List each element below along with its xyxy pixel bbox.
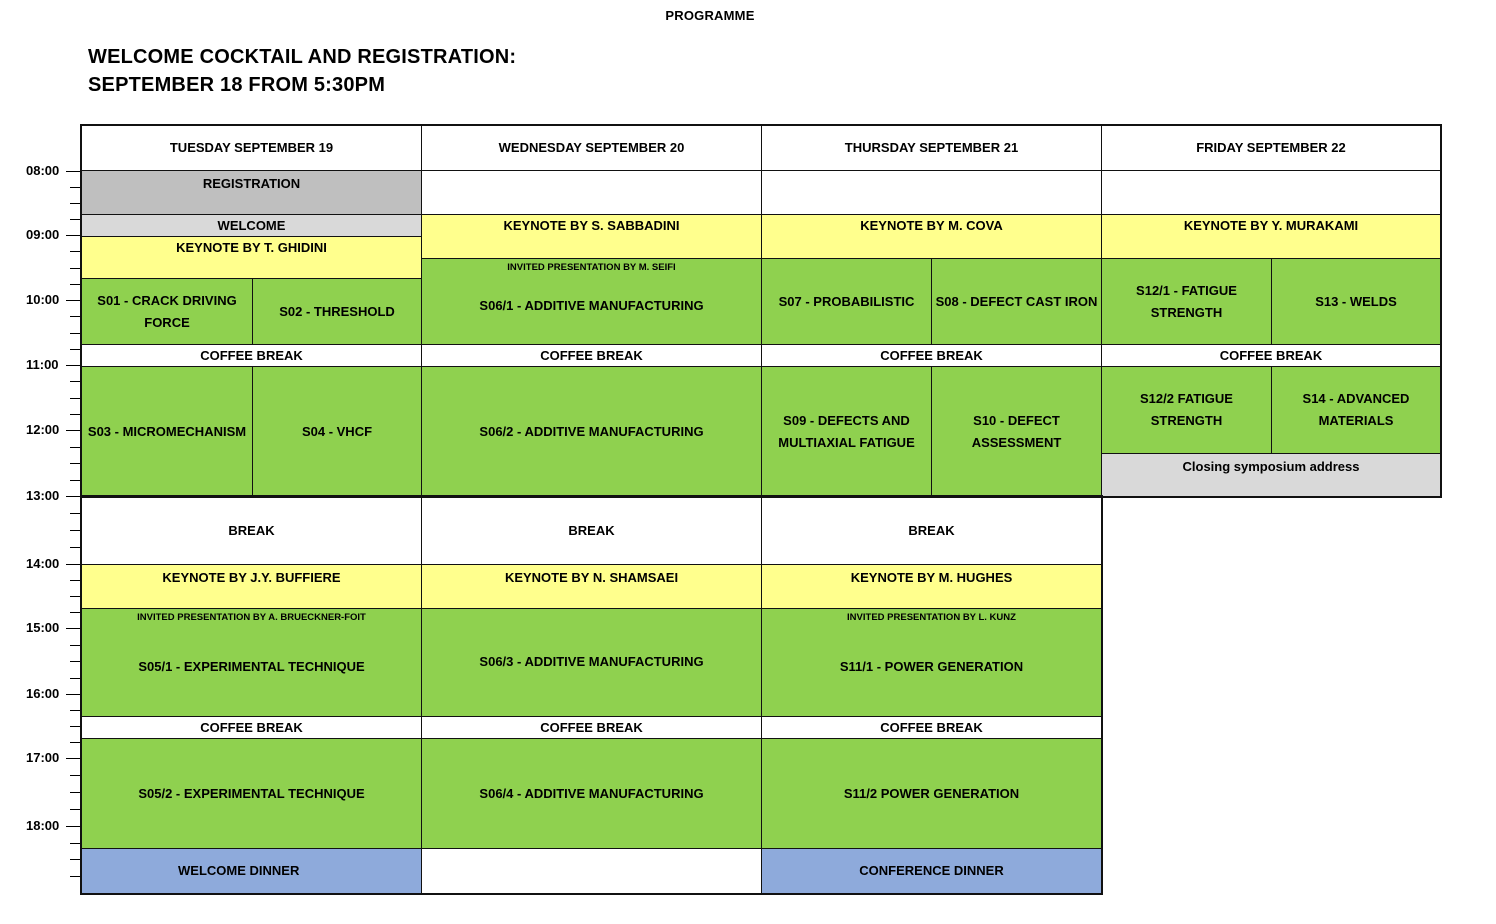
quarter-hour-tick — [70, 333, 80, 334]
quarter-hour-tick — [70, 349, 80, 350]
tuesday-session-s02: S02 - THRESHOLD — [252, 278, 422, 345]
wednesday-evening-empty — [421, 848, 762, 894]
time-label: 14:00 — [26, 556, 60, 571]
quarter-hour-tick — [70, 661, 80, 662]
quarter-hour-tick — [70, 203, 80, 204]
quarter-hour-tick — [70, 398, 80, 399]
quarter-hour-tick — [70, 316, 80, 317]
hour-tick — [66, 496, 80, 497]
wednesday-keynote-sabbadini: KEYNOTE BY S. SABBADINI — [421, 214, 762, 259]
friday-coffee-break-am: COFFEE BREAK — [1101, 344, 1441, 367]
wednesday-empty-slot — [421, 170, 762, 215]
thursday-invited-presentation: INVITED PRESENTATION BY L. KUNZ — [847, 612, 1016, 623]
quarter-hour-tick — [70, 480, 80, 481]
quarter-hour-tick — [70, 775, 80, 776]
quarter-hour-tick — [70, 268, 80, 269]
thursday-session-s09: S09 - DEFECTS AND MULTIAXIAL FATIGUE — [761, 366, 932, 497]
tuesday-session-s05-1-title: S05/1 - EXPERIMENTAL TECHNIQUE — [138, 658, 365, 674]
time-label: 11:00 — [26, 357, 59, 372]
hour-tick — [66, 365, 80, 366]
friday-session-s14: S14 - ADVANCED MATERIALS — [1271, 366, 1441, 454]
tuesday-keynote-buffiere: KEYNOTE BY J.Y. BUFFIERE — [81, 564, 422, 609]
hour-tick — [66, 430, 80, 431]
hour-tick — [66, 826, 80, 827]
quarter-hour-tick — [70, 580, 80, 581]
wednesday-invited-presentation: INVITED PRESENTATION BY M. SEIFI — [507, 262, 676, 273]
time-label: 08:00 — [26, 163, 60, 178]
quarter-hour-tick — [70, 381, 80, 382]
thursday-session-s11-2: S11/2 POWER GENERATION — [761, 738, 1102, 849]
thursday-coffee-break-am: COFFEE BREAK — [761, 344, 1102, 367]
time-label: 17:00 — [26, 750, 60, 765]
programme-title: PROGRAMME — [665, 8, 755, 23]
thursday-session-s07: S07 - PROBABILISTIC — [761, 258, 932, 345]
quarter-hour-tick — [70, 596, 80, 597]
quarter-hour-tick — [70, 843, 80, 844]
tuesday-coffee-break-pm: COFFEE BREAK — [81, 716, 422, 739]
hour-tick — [66, 758, 80, 759]
friday-keynote-murakami: KEYNOTE BY Y. MURAKAMI — [1101, 214, 1441, 259]
quarter-hour-tick — [70, 219, 80, 220]
tuesday-invited-presentation: INVITED PRESENTATION BY A. BRUECKNER-FOIT — [137, 612, 366, 623]
welcome-cocktail-date: SEPTEMBER 18 FROM 5:30PM — [88, 74, 386, 96]
thursday-session-s08: S08 - DEFECT CAST IRON — [931, 258, 1102, 345]
thursday-keynote-cova: KEYNOTE BY M. COVA — [761, 214, 1102, 259]
wednesday-session-s06-4: S06/4 - ADDITIVE MANUFACTURING — [421, 738, 762, 849]
tuesday-session-s03: S03 - MICROMECHANISM — [81, 366, 253, 497]
hour-tick — [66, 235, 80, 236]
tuesday-lunch-break: BREAK — [81, 496, 422, 565]
quarter-hour-tick — [70, 792, 80, 793]
quarter-hour-tick — [70, 809, 80, 810]
friday-session-s12-1: S12/1 - FATIGUE STRENGTH — [1101, 258, 1272, 345]
quarter-hour-tick — [70, 463, 80, 464]
quarter-hour-tick — [70, 876, 80, 877]
wednesday-coffee-break-pm: COFFEE BREAK — [421, 716, 762, 739]
day-header-wednesday: WEDNESDAY SEPTEMBER 20 — [421, 125, 762, 171]
friday-closing-address: Closing symposium address — [1101, 453, 1441, 497]
hour-tick — [66, 171, 80, 172]
quarter-hour-tick — [70, 187, 80, 188]
thursday-session-s11-1-title: S11/1 - POWER GENERATION — [839, 658, 1024, 674]
quarter-hour-tick — [70, 726, 80, 727]
tuesday-session-s05-2: S05/2 - EXPERIMENTAL TECHNIQUE — [81, 738, 422, 849]
tuesday-session-s05-1 — [81, 608, 422, 717]
quarter-hour-tick — [70, 547, 80, 548]
quarter-hour-tick — [70, 645, 80, 646]
time-label: 16:00 — [26, 686, 60, 701]
quarter-hour-tick — [70, 710, 80, 711]
hour-tick — [66, 300, 80, 301]
quarter-hour-tick — [70, 447, 80, 448]
tuesday-keynote-ghidini: KEYNOTE BY T. GHIDINI — [81, 236, 422, 279]
tuesday-session-s01: S01 - CRACK DRIVING FORCE — [81, 278, 253, 345]
thursday-conference-dinner: CONFERENCE DINNER — [761, 848, 1102, 894]
quarter-hour-tick — [70, 513, 80, 514]
tuesday-session-s04: S04 - VHCF — [252, 366, 422, 497]
thursday-session-s11-1 — [761, 608, 1102, 717]
day-header-thursday: THURSDAY SEPTEMBER 21 — [761, 125, 1102, 171]
hour-tick — [66, 694, 80, 695]
wednesday-session-s06-2: S06/2 - ADDITIVE MANUFACTURING — [421, 366, 762, 497]
wednesday-session-s06-3: S06/3 - ADDITIVE MANUFACTURING — [421, 608, 762, 717]
thursday-empty-slot — [761, 170, 1102, 215]
friday-session-s12-2: S12/2 FATIGUE STRENGTH — [1101, 366, 1272, 454]
quarter-hour-tick — [70, 859, 80, 860]
thursday-coffee-break-pm: COFFEE BREAK — [761, 716, 1102, 739]
thursday-session-s10: S10 - DEFECT ASSESSMENT — [931, 366, 1102, 497]
time-label: 12:00 — [26, 422, 60, 437]
hour-tick — [66, 628, 80, 629]
wednesday-lunch-break: BREAK — [421, 496, 762, 565]
tuesday-welcome: WELCOME — [81, 214, 422, 237]
time-label: 18:00 — [26, 818, 60, 833]
friday-session-s13: S13 - WELDS — [1271, 258, 1441, 345]
time-label: 15:00 — [26, 620, 60, 635]
day-header-friday: FRIDAY SEPTEMBER 22 — [1101, 125, 1441, 171]
wednesday-session-s06-1 — [421, 258, 762, 345]
quarter-hour-tick — [70, 678, 80, 679]
wednesday-keynote-shamsaei: KEYNOTE BY N. SHAMSAEI — [421, 564, 762, 609]
quarter-hour-tick — [70, 530, 80, 531]
wednesday-coffee-break-am: COFFEE BREAK — [421, 344, 762, 367]
time-label: 13:00 — [26, 488, 60, 503]
welcome-cocktail-heading: WELCOME COCKTAIL AND REGISTRATION: — [88, 46, 517, 68]
thursday-keynote-hughes: KEYNOTE BY M. HUGHES — [761, 564, 1102, 609]
quarter-hour-tick — [70, 284, 80, 285]
tuesday-welcome-dinner: WELCOME DINNER — [81, 848, 422, 894]
day-header-tuesday: TUESDAY SEPTEMBER 19 — [81, 125, 422, 171]
wednesday-session-s06-1-title: S06/1 - ADDITIVE MANUFACTURING — [479, 297, 704, 313]
tuesday-coffee-break-am: COFFEE BREAK — [81, 344, 422, 367]
tuesday-registration: REGISTRATION — [81, 170, 422, 215]
quarter-hour-tick — [70, 251, 80, 252]
time-label: 10:00 — [26, 292, 60, 307]
hour-tick — [66, 564, 80, 565]
quarter-hour-tick — [70, 742, 80, 743]
thursday-lunch-break: BREAK — [761, 496, 1102, 565]
friday-empty-slot — [1101, 170, 1441, 215]
quarter-hour-tick — [70, 414, 80, 415]
time-label: 09:00 — [26, 227, 60, 242]
quarter-hour-tick — [70, 612, 80, 613]
